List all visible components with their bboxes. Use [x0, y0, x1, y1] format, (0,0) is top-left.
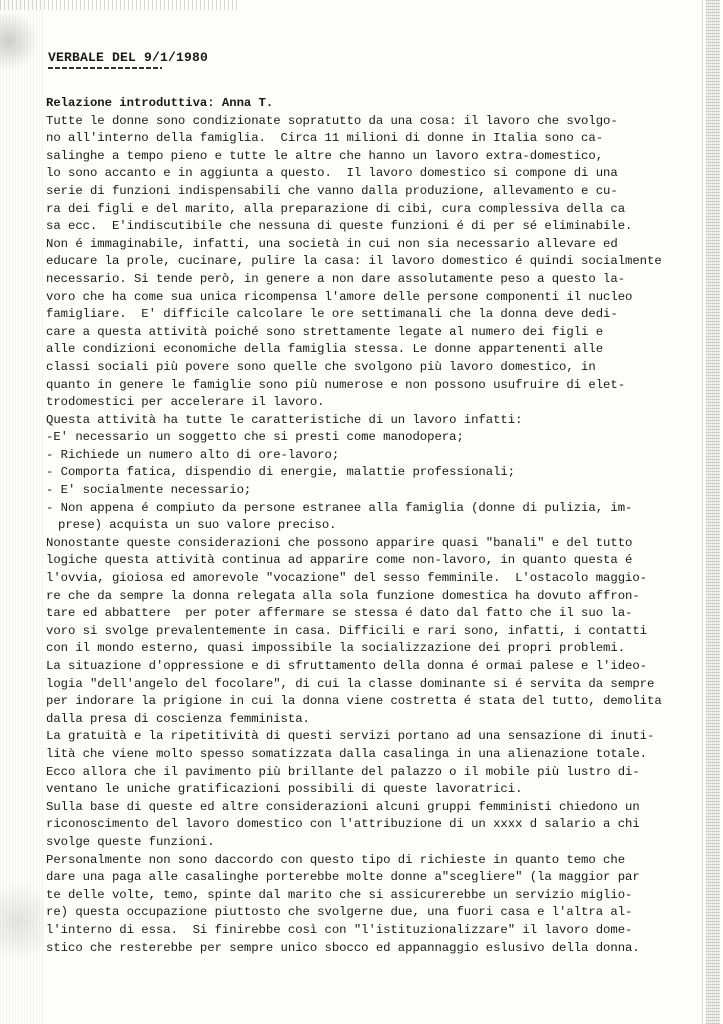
text-line: sa ecc. E'indiscutibile che nessuna di queste funzioni é di per sé eliminabile. [46, 219, 633, 234]
list-item: - Non appena é compiuto da persone estranee alla famiglia (donne di pulizia, im- [46, 500, 633, 515]
text-line: dare una paga alle casalinghe porterebbe molte donne a"scegliere" (la maggior par [46, 870, 640, 885]
text-line: voro che ha come sua unica ricompensa l'amore delle persone componenti il nucleo [46, 289, 633, 304]
text-line: ra dei figli e del marito, alla preparazione di cibi, cura complessiva della ca [46, 201, 626, 216]
text-line: voro si svolge prevalentemente in casa. Difficili e rari sono, infatti, i contatti [46, 623, 648, 638]
document-body [46, 95, 706, 957]
text-line-speaker: Relazione introduttiva: Anna T. [46, 96, 274, 110]
text-line: lità che viene molto spesso somatizzata dalla casalinga in una alienazione totale. [46, 746, 648, 761]
text-line: te delle volte, temo, spinte dal marito che si assicurerebbe un servizio miglio- [46, 887, 633, 902]
text-line: per indorare la prigione in cui la donna viene costretta é stata del tutto, demolita [46, 694, 662, 709]
text-line: Non é immaginabile, infatti, una società in cui non sia necessario allevare ed [46, 236, 618, 251]
text-line: logiche questa attività continua ad apparire come non-lavoro, in quanto questa é [46, 553, 633, 568]
text-line: educare la prole, cucinare, pulire la casa: il lavoro domestico é quindi socialmente [46, 254, 662, 269]
text-line: Sulla base di queste ed altre considerazioni alcuni gruppi femministi chiedono un [46, 799, 640, 814]
scan-edge-strip [706, 0, 720, 1024]
text-line: re) questa occupazione piuttosto che svolgerne due, una fuori casa e l'altra al- [46, 905, 633, 920]
list-item: - E' socialmente necessario; [46, 483, 252, 498]
text-line: l'interno di essa. Si finirebbe così con "l'istituzionalizzare" il lavoro dome- [46, 922, 633, 937]
text-line: care a questa attività poiché sono strettamente legate al numero dei figli e [46, 324, 604, 339]
text-line: lo sono accanto e in aggiunta a questo. Il lavoro domestico si compone di una [46, 166, 618, 181]
text-line: classi sociali più povere sono quelle che svolgono più lavoro domestico, in [46, 359, 596, 374]
text-line: no all'interno della famiglia. Circa 11 milioni di donne in Italia sono ca- [46, 131, 604, 146]
scan-noise-top [0, 0, 240, 10]
title-underline [48, 67, 162, 69]
text-line: necessario. Si tende però, in genere a non dare assolutamente peso a questo la- [46, 271, 626, 286]
list-item: - Comporta fatica, dispendio di energie, malattie professionali; [46, 465, 516, 480]
text-line: con il mondo esterno, quasi impossibile la socializzazione dei propri problemi. [46, 641, 626, 656]
text-line: serie di funzioni indispensabili che vanno dalla produzione, allevamento e cu- [46, 183, 618, 198]
text-line: l'ovvia, gioiosa ed amorevole "vocazione" del sesso femminile. L'ostacolo maggio- [46, 571, 648, 586]
text-line: Ecco allora che il pavimento più brillante del palazzo o il mobile più lustro di- [46, 764, 640, 779]
scan-noise-left [0, 0, 44, 1024]
text-line: riconoscimento del lavoro domestico con l'attribuzione di un xxxx d salario a chi [46, 817, 640, 832]
list-item: - Richiede un numero alto di ore-lavoro; [46, 447, 340, 462]
text-line: alle condizioni economiche della famiglia stessa. Le donne appartenenti alle [46, 342, 604, 357]
text-line: tare ed abbattere per poter affermare se stessa é dato dal fatto che il suo la- [46, 606, 633, 621]
text-line: re che da sempre la donna relegata alla sola funzione domestica ha dovuto affron- [46, 588, 640, 603]
document-title: VERBALE DEL 9/1/1980 [48, 50, 209, 65]
text-line: La gratuità e la ripetitività di questi servizi portano ad una sensazione di inuti- [46, 729, 655, 744]
text-line: salinghe a tempo pieno e tutte le altre che hanno un lavoro extra-domestico, [46, 148, 604, 163]
text-line: Nonostante queste considerazioni che possono apparire quasi "banali" e del tutto [46, 535, 633, 550]
text-line: quanto in genere le famiglie sono più numerose e non possono usufruire di elet- [46, 377, 626, 392]
text-line: Personalmente non sono daccordo con questo tipo di richieste in quanto temo che [46, 852, 626, 867]
text-line: ventano le uniche gratificazioni possibili di queste lavoratrici. [46, 782, 523, 797]
text-line: svolge queste funzioni. [46, 834, 215, 849]
list-item-continuation: prese) acquista un suo valore preciso. [58, 518, 337, 533]
text-line: trodomestici per accelerare il lavoro. [46, 395, 325, 410]
text-line: logia "dell'angelo del focolare", di cui la classe dominante si é servita da sempre [46, 676, 655, 691]
list-item: -E' necessario un soggetto che si presti come manodopera; [46, 430, 464, 445]
text-line: Tutte le donne sono condizionate sopratutto da una cosa: il lavoro che svolgo- [46, 113, 618, 128]
text-line: Questa attività ha tutte le caratteristiche di un lavoro infatti: [46, 412, 523, 427]
text-line: dalla presa di coscienza femminista. [46, 711, 310, 726]
text-line: La situazione d'oppressione e di sfruttamento della donna é ormai palese e l'ideo- [46, 659, 648, 673]
text-line: famigliare. E' difficile calcolare le ore settimanali che la donna deve dedi- [46, 307, 618, 322]
text-line: stico che resterebbe per sempre unico sbocco ed appannaggio eslusivo della donna. [46, 940, 640, 955]
